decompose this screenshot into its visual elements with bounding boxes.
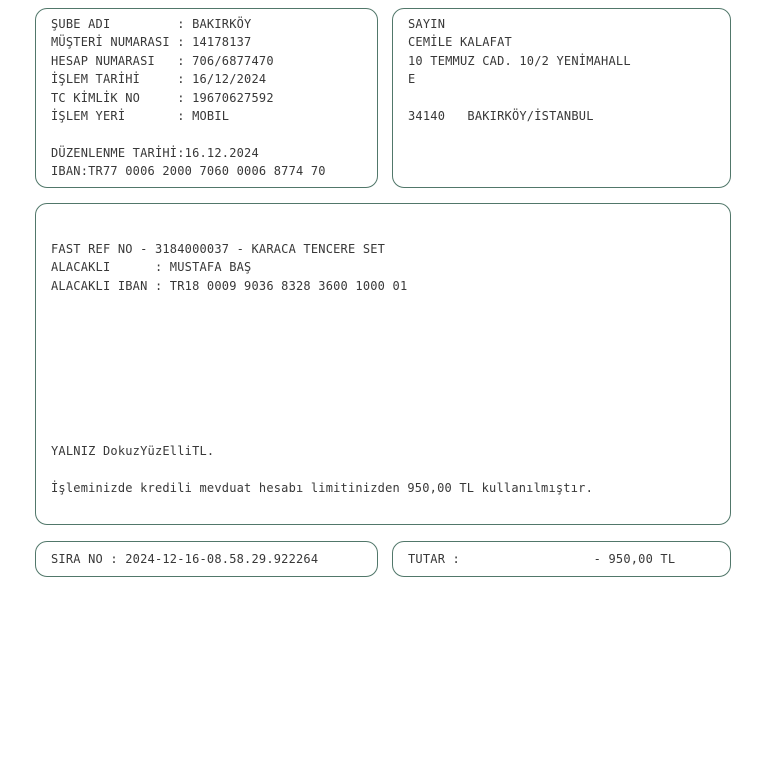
- blank-line: [408, 89, 715, 107]
- serial-number-line: SIRA NO : 2024-12-16-08.58.29.922264: [51, 552, 319, 566]
- branch-line-sube-adi: ŞUBE ADI : BAKIRKÖY: [51, 17, 252, 31]
- blank-line: [51, 406, 715, 424]
- branch-line-tc-kimlik: TC KİMLİK NO : 19670627592: [51, 90, 274, 105]
- recipient-line-address-2: E: [408, 72, 416, 87]
- transaction-details-box: [35, 203, 731, 525]
- transaction-line-fast-ref: FAST REF NO - 3184000037 - KARACA TENCERE SET: [51, 242, 386, 256]
- branch-line-islem-tarihi: İŞLEM TARİHİ : 16/12/2024: [51, 72, 267, 87]
- transaction-line-amount-words: YALNIZ DokuzYüzElliTL.: [51, 444, 215, 459]
- branch-info-box: [35, 8, 378, 188]
- blank-line: [51, 424, 715, 442]
- transaction-line-overdraft-notice: İşleminizde kredili mevduat hesabı limitinizden 950,00 TL kullanılmıştır.: [51, 481, 593, 496]
- blank-line: [51, 350, 715, 368]
- blank-line: [51, 314, 715, 332]
- branch-line-musteri-no: MÜŞTERİ NUMARASI : 14178137: [51, 35, 252, 50]
- blank-line: [51, 369, 715, 387]
- transaction-line-alacakli: ALACAKLI : MUSTAFA BAŞ: [51, 260, 252, 275]
- recipient-info-box: [392, 8, 731, 188]
- blank-line: [51, 125, 362, 143]
- serial-number-box: [35, 541, 378, 577]
- amount-box: [392, 541, 731, 577]
- recipient-line-sayin: SAYIN: [408, 17, 446, 31]
- blank-line: [51, 461, 715, 479]
- amount-line: TUTAR : - 950,00 TL: [408, 552, 676, 566]
- recipient-line-address-1: 10 TEMMUZ CAD. 10/2 YENİMAHALL: [408, 53, 631, 68]
- transaction-line-alacakli-iban: ALACAKLI IBAN : TR18 0009 9036 8328 3600 1000 01: [51, 278, 408, 293]
- blank-line: [51, 295, 715, 313]
- branch-line-duzenlenme-tarihi: DÜZENLENME TARİHİ:16.12.2024: [51, 145, 259, 160]
- blank-line: [51, 387, 715, 405]
- branch-line-iban: IBAN:TR77 0006 2000 7060 0006 8774 70: [51, 164, 326, 179]
- branch-line-islem-yeri: İŞLEM YERİ : MOBIL: [51, 109, 230, 124]
- recipient-line-name: CEMİLE KALAFAT: [408, 35, 512, 50]
- recipient-line-city: 34140 BAKIRKÖY/İSTANBUL: [408, 109, 594, 124]
- branch-line-hesap-no: HESAP NUMARASI : 706/6877470: [51, 53, 274, 68]
- blank-line: [51, 332, 715, 350]
